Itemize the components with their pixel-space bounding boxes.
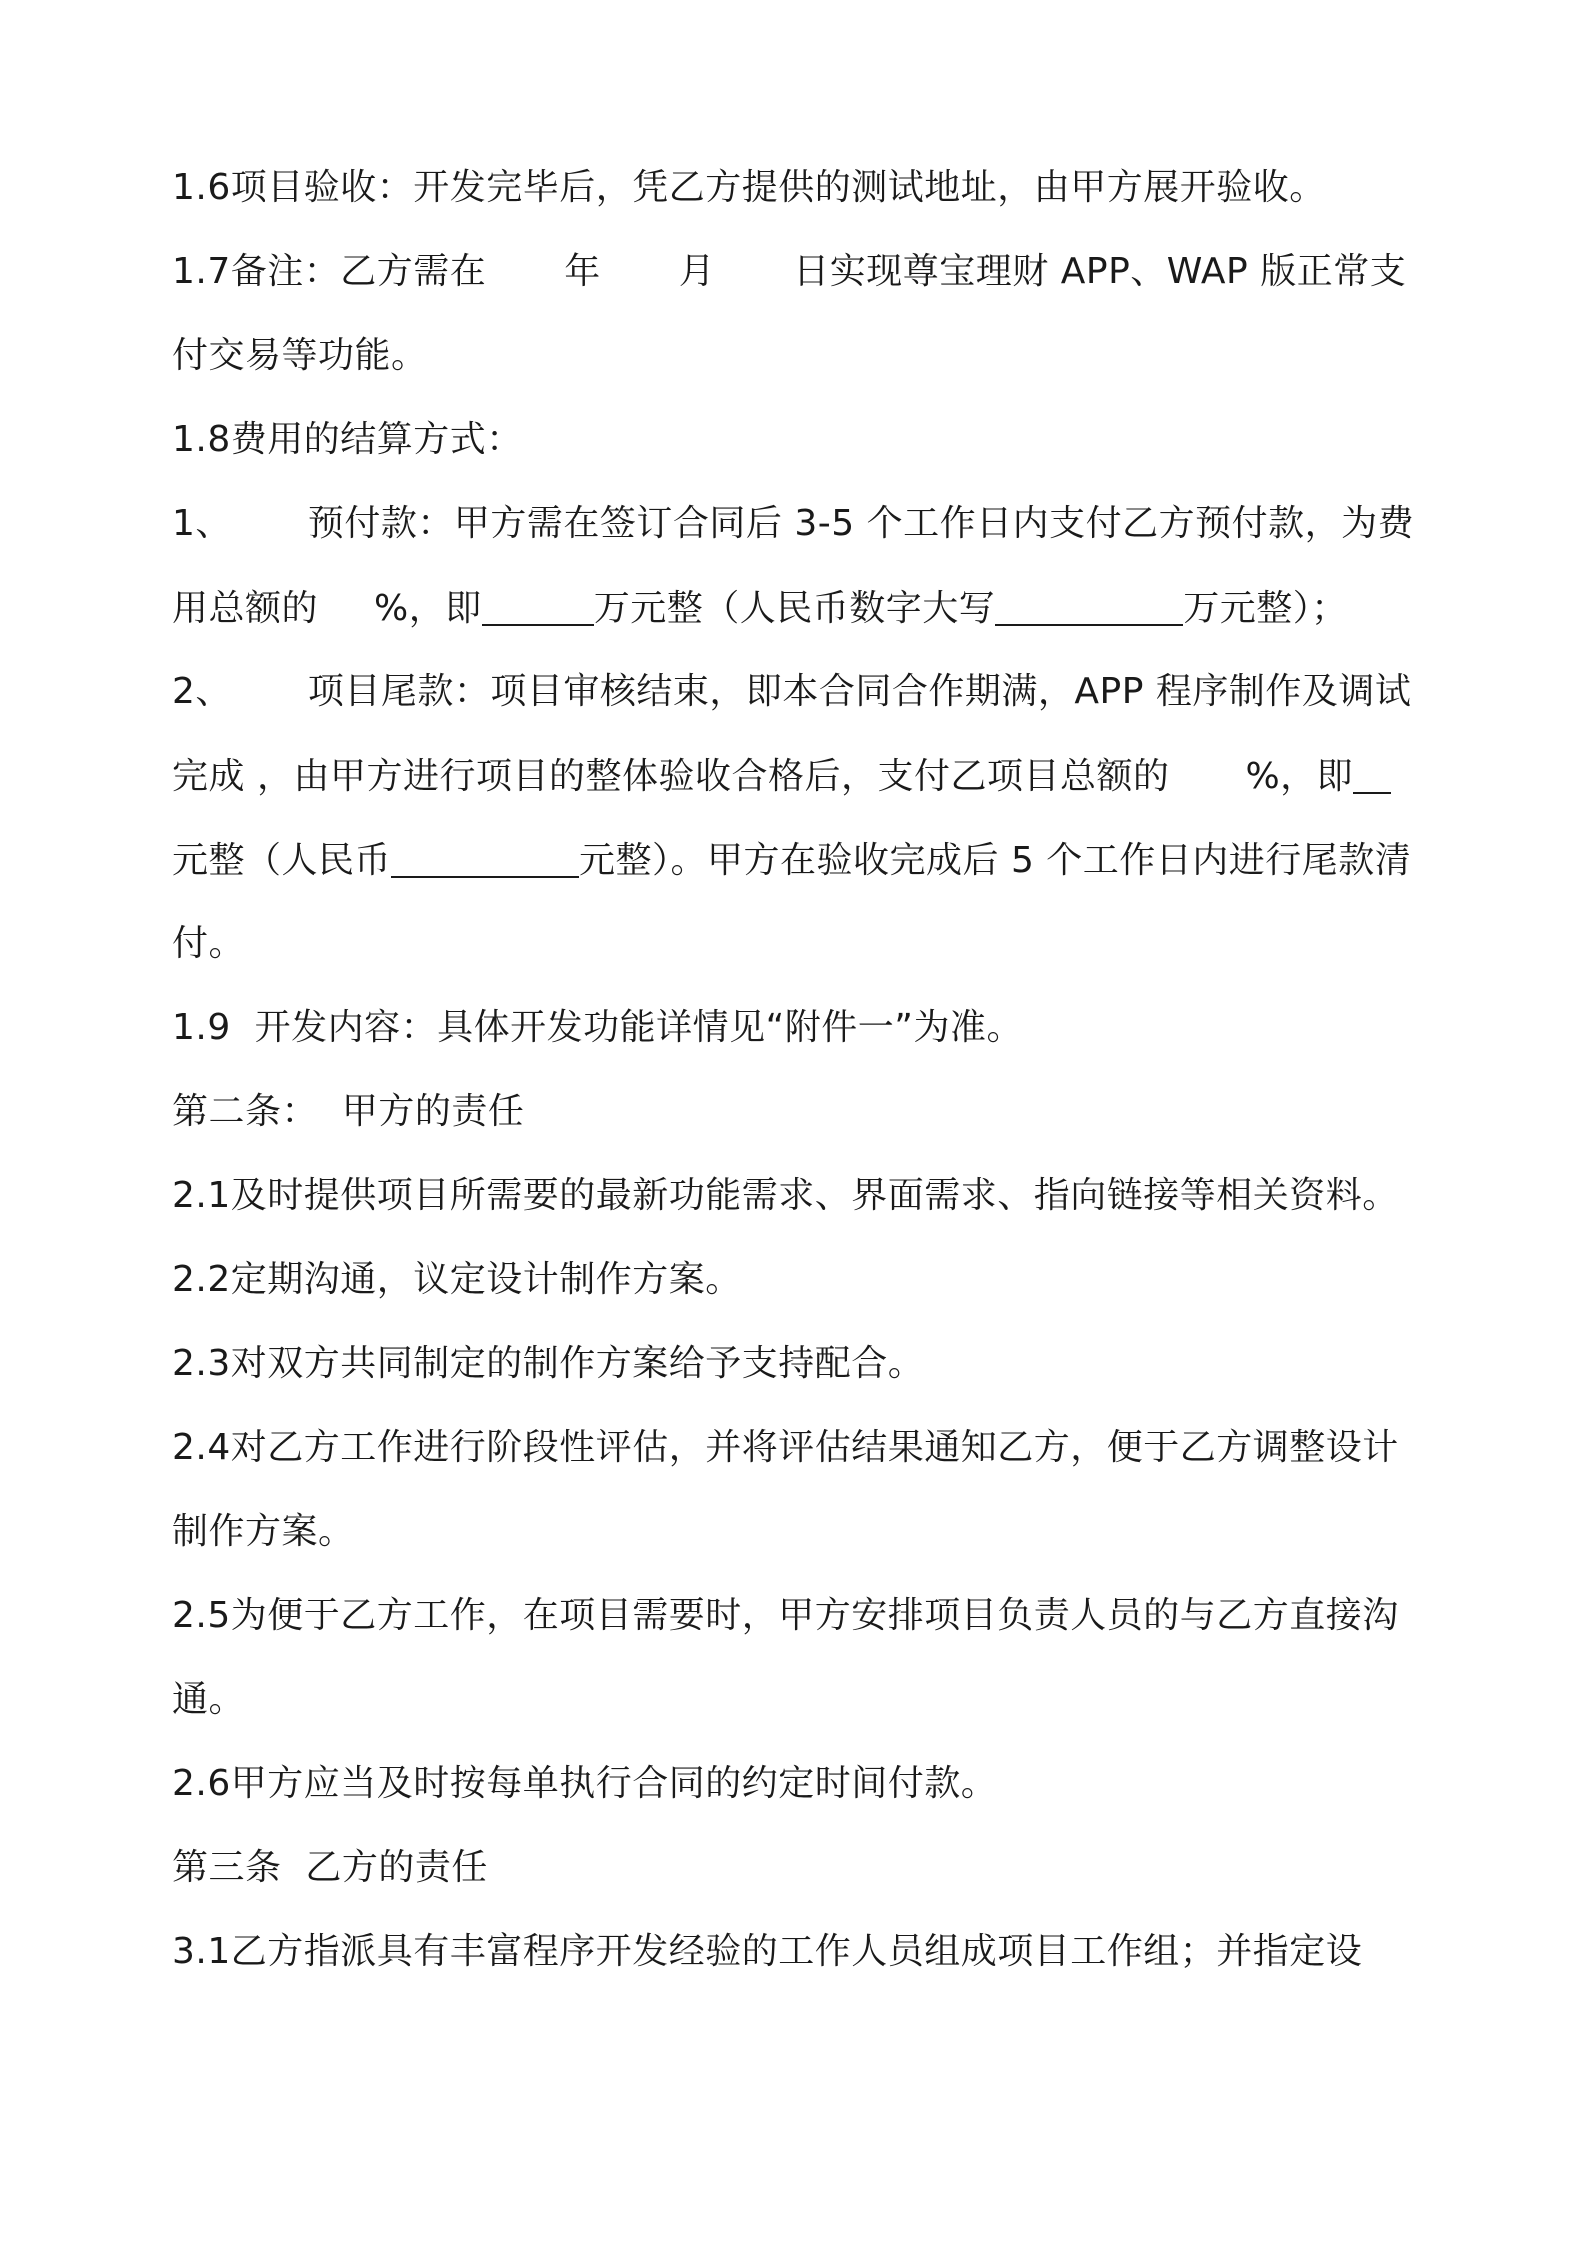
article-3-title-text: 第三条 乙方的责任 [172,1847,488,1888]
payment-1-line-1-text: 预付款：甲方需在签订合同后 3-5 个工作日内支付乙方预付款，为费 [307,503,1415,544]
payment-2-line-3-b: 元整）。甲方在验收完成后 5 个工作日内进行尾款清 [579,840,1412,881]
payment-2-line-1-text: 项目尾款：项目审核结束，即本合同合作期满，APP 程序制作及调试 [307,671,1412,712]
clause-1-7-prefix: 1.7备注：乙方需在 [172,251,487,292]
amount-words-blank-1 [995,584,1183,626]
payment-2-line-3 [172,836,1432,885]
payment-2-line-2 [172,752,1432,801]
clause-3-1 [172,1928,1432,1976]
clause-2-2 [172,1256,1432,1304]
clause-1-6 [172,164,1432,212]
clause-1-7-month: 月 [678,251,716,292]
clause-1-7-continuation-text: 付交易等功能。 [172,335,428,376]
clause-1-7 [172,248,1432,296]
payment-2-line-2-b: %，即 [1245,756,1354,797]
payment-1-line-2-b: %，即 [374,588,482,629]
clause-1-6-text: 1.6项目验收：开发完毕后，凭乙方提供的测试地址，由甲方展开验收。 [172,167,1326,208]
clause-2-4-continuation [172,1508,1432,1556]
clause-1-9 [172,1004,1432,1052]
clause-2-1-text: 2.1及时提供项目所需要的最新功能需求、界面需求、指向链接等相关资料。 [172,1175,1399,1216]
clause-1-9-text: 1.9 开发内容：具体开发功能详情见“附件一”为准。 [172,1007,1023,1048]
clause-2-6-text: 2.6甲方应当及时按每单执行合同的约定时间付款。 [172,1763,998,1804]
payment-2-number: 2、 [172,671,232,712]
payment-2-line-4 [172,920,1432,968]
clause-2-4-continuation-text: 制作方案。 [172,1511,355,1552]
payment-2-line-2-a: 完成 ，由甲方进行项目的整体验收合格后，支付乙项目总额的 [172,756,1170,797]
clause-1-7-continuation [172,332,1432,380]
payment-1-line-1 [172,500,1432,548]
clause-2-5-continuation-text: 通。 [172,1679,246,1720]
amount-blank-2 [1353,752,1391,794]
payment-1-number: 1、 [172,503,232,544]
clause-2-5 [172,1592,1432,1640]
article-2-title [172,1088,1432,1136]
clause-2-5-continuation [172,1676,1432,1724]
payment-1-line-2-a: 用总额的 [172,588,319,629]
clause-1-8-title-text: 1.8费用的结算方式： [172,419,523,460]
article-3-title [172,1844,1432,1892]
payment-2-line-3-a: 元整（人民币 [172,840,392,881]
clause-1-7-year: 年 [564,251,601,292]
payment-1-line-2 [172,584,1432,633]
clause-2-5-text: 2.5为便于乙方工作，在项目需要时，甲方安排项目负责人员的与乙方直接沟 [172,1595,1399,1636]
payment-2-line-4-text: 付。 [172,923,246,964]
clause-2-3 [172,1340,1432,1388]
payment-1-line-2-d: 万元整）； [1183,588,1348,629]
clause-1-7-suffix: 日实现尊宝理财 APP、WAP 版正常支 [793,251,1407,292]
clause-2-3-text: 2.3对双方共同制定的制作方案给予支持配合。 [172,1343,925,1384]
clause-2-2-text: 2.2定期沟通，议定设计制作方案。 [172,1259,742,1300]
payment-2-line-1 [172,668,1432,716]
clause-2-4-text: 2.4对乙方工作进行阶段性评估，并将评估结果通知乙方，便于乙方调整设计 [172,1427,1399,1468]
clause-3-1-text: 3.1乙方指派具有丰富程序开发经验的工作人员组成项目工作组；并指定设 [172,1931,1363,1972]
amount-blank-1 [482,584,594,626]
payment-1-line-2-c: 万元整（人民币数字大写 [593,588,996,629]
article-2-title-text: 第二条： 甲方的责任 [172,1091,525,1132]
clause-2-6 [172,1760,1432,1808]
clause-2-1 [172,1172,1432,1220]
amount-words-blank-2 [391,836,579,878]
clause-1-8-title [172,416,1432,464]
clause-2-4 [172,1424,1432,1472]
